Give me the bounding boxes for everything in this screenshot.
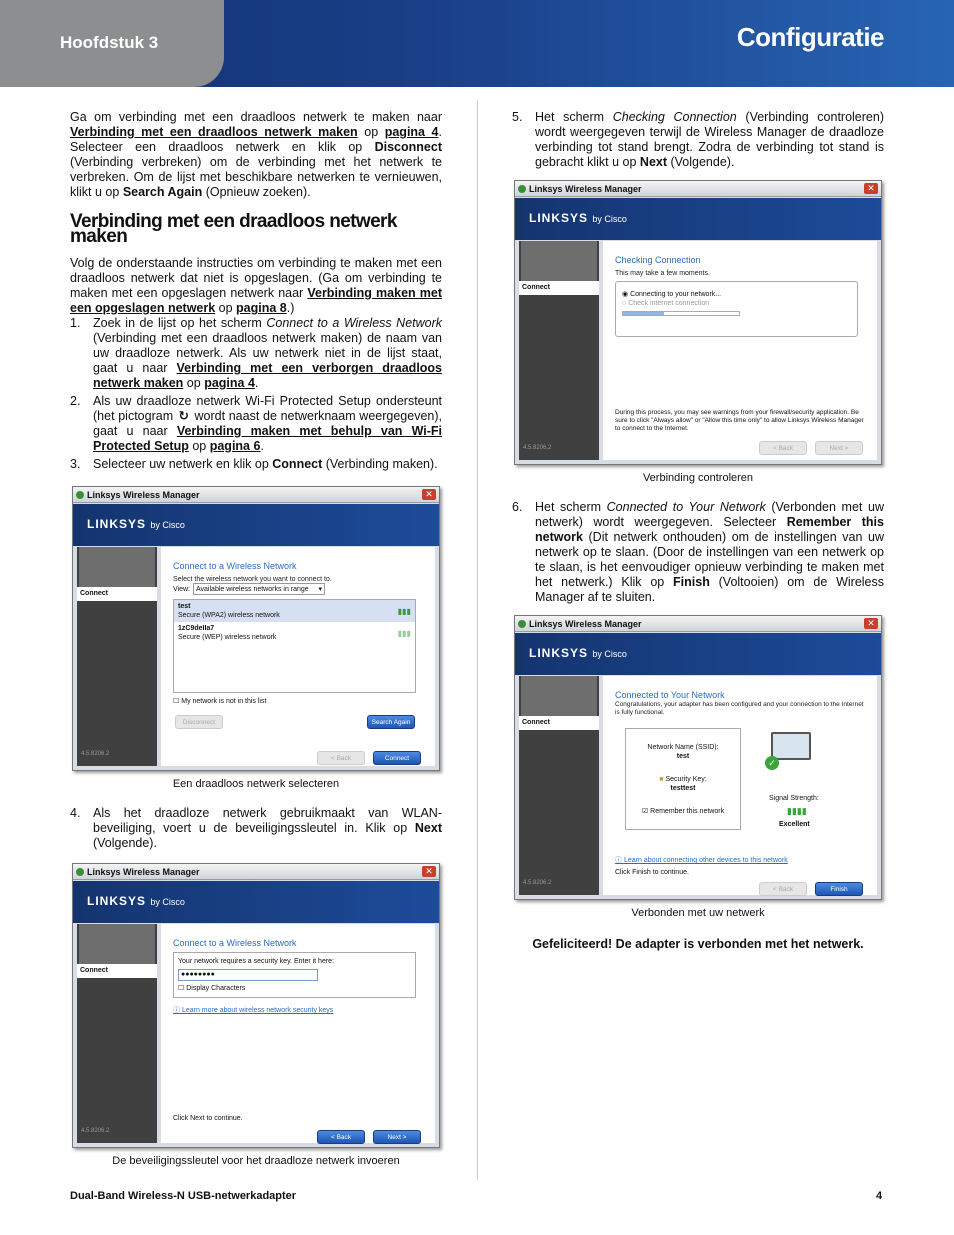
page-header (0, 0, 954, 87)
congrats-text: Gefeliciteerd! De adapter is verbonden met het netwerk. (532, 937, 864, 951)
app-icon (518, 185, 526, 193)
subheading: Verbinding met een draadloos netwerk maken (70, 211, 397, 247)
dialog-title: Checking Connection (615, 255, 701, 265)
link-page-6[interactable]: pagina 6 (209, 439, 261, 453)
left-column (70, 110, 442, 1169)
figure-checking-connection (512, 180, 884, 486)
wps-icon: ↻ (178, 409, 190, 423)
network-row[interactable]: 1zC9deIIa7 Secure (WEP) wireless network ▮▮▮ (178, 625, 411, 641)
not-listed-checkbox[interactable]: ☐ My network is not in this list (173, 698, 267, 705)
link-page-4[interactable]: pagina 4 (384, 125, 439, 139)
remember-network-checkbox[interactable]: ☑ Remember this network (641, 808, 725, 815)
instructions-paragraph: Volg de onderstaande instructies om verbinding te maken met een draadloos netwerk dat niet is opgeslagen. (Ga om verbinding te maken met een opgeslagen netwerk naar Verbinding maken met een opgeslagen netwerk op pagina 8.) (70, 256, 442, 315)
figure-caption: Verbinding controleren (642, 472, 754, 484)
learn-connect-link[interactable]: ⓘ Learn about connecting other devices to this network (615, 857, 788, 864)
dialog-title: Connect to a Wireless Network (173, 938, 297, 948)
network-list[interactable] (173, 599, 416, 693)
signal-icon: ▮▮▮ (397, 629, 411, 638)
help-icon: ⓘ (173, 1007, 180, 1014)
lock-icon: ■ (659, 776, 664, 783)
signal-icon: ▮▮▮ (397, 607, 411, 616)
link-page-8[interactable]: pagina 8 (236, 301, 287, 315)
step-2: 2. Als uw draadloze netwerk Wi-Fi Protected Setup ondersteunt (het pictogram ↻ wordt naast de netwerknaam weergegeven), gaat u naar Verbinding maken met behulp van Wi-Fi Protected Setup op pagina 6. (70, 394, 443, 453)
screenshot-select-network: Linksys Wireless Manager ✕ LINKSYS by Cisco Connect 4.5.8206.2 Connect to a Wireless Network Select the wireless network you want to connect to. View: Available wireless networks in range ▾ test Secure (WPA2) wireless network ▮▮▮ 1zC9deIIa7 Secure (WEP) wireless network ▮▮▮ ☐ My network is not in this list Disconnect Search Again < Back Connect (72, 486, 440, 771)
figure-security-key (70, 863, 442, 1169)
figure-select-network (70, 486, 442, 792)
dialog-title: Connected to Your Network (615, 690, 725, 700)
close-icon[interactable]: ✕ (422, 866, 436, 877)
step-1: 1. Zoek in de lijst op het scherm Connect to a Wireless Network (Verbinding met een draadloos netwerk maken) de naam van uw draadloze netwerk. Als uw netwerk niet in de lijst staat, gaat u naar Verbinding met een verborgen draadloos netwerk maken op pagina 4. (70, 316, 443, 390)
figure-caption: Een draadloos netwerk selecteren (172, 778, 340, 790)
screenshot-security-key: Linksys Wireless Manager ✕ LINKSYS by Cisco Connect 4.5.8206.2 Connect to a Wireless Network Your network requires a security key. Enter it here: ●●●●●●●● ☐ Display Characters ⓘ Learn more about wireless network security keys Click Next to continue. < Back Next > (72, 863, 440, 1148)
disconnect-button[interactable]: Disconnect (175, 715, 223, 729)
figure-connected (512, 615, 884, 921)
check-icon: ✓ (765, 756, 779, 770)
progress-bar (622, 311, 740, 316)
pending-dot-icon: ○ (622, 300, 627, 307)
dialog-title: Connect to a Wireless Network (173, 561, 297, 571)
linksys-logo: LINKSYS by Cisco (529, 646, 627, 660)
nav-connect[interactable]: Connect (77, 964, 157, 978)
app-icon (518, 620, 526, 628)
network-row[interactable]: test Secure (WPA2) wireless network ▮▮▮ (174, 600, 415, 622)
chapter-label: Hoofdstuk 3 (60, 33, 159, 52)
back-button[interactable]: < Back (317, 751, 365, 765)
back-button[interactable]: < Back (759, 441, 807, 455)
chapter-tab (0, 0, 224, 87)
linksys-logo: LINKSYS by Cisco (529, 211, 627, 225)
finish-button[interactable]: Finish (815, 882, 863, 896)
back-button[interactable]: < Back (759, 882, 807, 896)
connect-button[interactable]: Connect (373, 751, 421, 765)
link-saved-network[interactable]: Verbinding maken met een opgeslagen netwerk (70, 286, 442, 315)
progress-dot-icon: ◉ (622, 291, 629, 298)
column-divider (477, 100, 478, 1180)
section-title: Configuratie (736, 22, 884, 52)
nav-connect[interactable]: Connect (519, 716, 599, 730)
signal-icon: ▮▮▮▮ (787, 806, 807, 816)
link-wps[interactable]: Verbinding maken met behulp van Wi-Fi Protected Setup (93, 424, 443, 453)
close-icon[interactable]: ✕ (864, 618, 878, 629)
next-button[interactable]: Next > (815, 441, 863, 455)
close-icon[interactable]: ✕ (422, 489, 436, 500)
step-5: 5. Het scherm Checking Connection (Verbinding controleren) wordt weergegeven terwijl de Wireless Manager de draadloze verbinding tot stand brengt. Zodra de verbinding tot stand is gebracht klikt u op Next (Volgende). (512, 110, 884, 169)
next-button[interactable]: Next > (373, 1130, 421, 1144)
nav-connect[interactable]: Connect (519, 281, 599, 295)
nav-connect[interactable]: Connect (77, 587, 157, 601)
figure-caption: De beveiligingssleutel voor het draadloze netwerk invoeren (112, 1155, 400, 1167)
step-3: 3. Selecteer uw netwerk en klik op Connect (Verbinding maken). (70, 457, 438, 471)
linksys-logo: LINKSYS by Cisco (87, 894, 185, 908)
right-column (512, 110, 884, 952)
screenshot-checking-connection: Linksys Wireless Manager ✕ LINKSYS by Cisco Connect 4.5.8206.2 Checking Connection This may take a few moments. ◉ Connecting to your network... ○ Check internet connection During this process, you may see warnings from your firewall/security application. Be sure to click "Always allow" or "Allow this time only" to allow Linksys Wireless Manager to connect to the Internet. < Back Next > (514, 180, 882, 465)
view-select[interactable]: Available wireless networks in range ▾ (193, 583, 325, 595)
footer-product: Dual-Band Wireless-N USB-netwerkadapter (70, 1190, 297, 1202)
app-icon (76, 868, 84, 876)
learn-more-link[interactable]: ⓘ Learn more about wireless network security keys (173, 1007, 334, 1014)
chevron-down-icon: ▾ (318, 586, 322, 593)
page-number: 4 (876, 1190, 883, 1202)
link-connect-network[interactable]: Verbinding met een draadloos netwerk maken (70, 125, 358, 139)
laptop-icon (771, 732, 811, 760)
step-6: 6. Het scherm Connected to Your Network (Verbonden met uw netwerk) wordt weergegeven. Selecteer Remember this network (Dit netwerk onthouden) om de instellingen van uw netwerk op te slaan. (Door de instellingen van een netwerk op te slaan, is het eenvoudiger opnieuw verbinding te maken met het netwerk.) Klik op Finish (Voltooien) om de Wireless Manager af te sluiten. (512, 500, 884, 604)
back-button[interactable]: < Back (317, 1130, 365, 1144)
security-key-input[interactable]: ●●●●●●●● (178, 969, 318, 981)
intro-paragraph: Ga om verbinding met een draadloos netwerk te maken naar Verbinding met een draadloos netwerk maken op pagina 4. Selecteer een draadloos netwerk en klik op Disconnect (Verbinding verbreken) om de verbinding met het netwerk te verbreken. Om de lijst met beschikbare netwerken te vernieuwen, klikt u op Search Again (Opnieuw zoeken). (70, 110, 442, 199)
screenshot-connected: Linksys Wireless Manager ✕ LINKSYS by Cisco Connect 4.5.8206.2 Connected to Your Network Congratulations, your adapter has been configured and your connection to the Internet is fully functional. Network Name (SSID): test ■ Security Key: testtest ☑ Remember this network ✓ Signal Strength: ▮▮▮▮ Excellent ⓘ Learn about connecting other devices to this network Click Finish to continue. < Back Finish (514, 615, 882, 900)
display-characters-checkbox[interactable]: ☐ Display Characters (178, 985, 246, 992)
app-icon (76, 491, 84, 499)
step-4: 4. Als het draadloze netwerk gebruikmaakt van WLAN-beveiliging, voert u de beveiligingssleutel in. Klik op Next (Volgende). (70, 806, 442, 850)
close-icon[interactable]: ✕ (864, 183, 878, 194)
linksys-logo: LINKSYS by Cisco (87, 517, 185, 531)
help-icon: ⓘ (615, 857, 622, 864)
search-again-button[interactable]: Search Again (367, 715, 415, 729)
link-page-4b[interactable]: pagina 4 (204, 376, 255, 390)
link-hidden-network[interactable]: Verbinding met een verborgen draadloos netwerk maken (93, 361, 443, 390)
figure-caption: Verbonden met uw netwerk (631, 907, 765, 919)
